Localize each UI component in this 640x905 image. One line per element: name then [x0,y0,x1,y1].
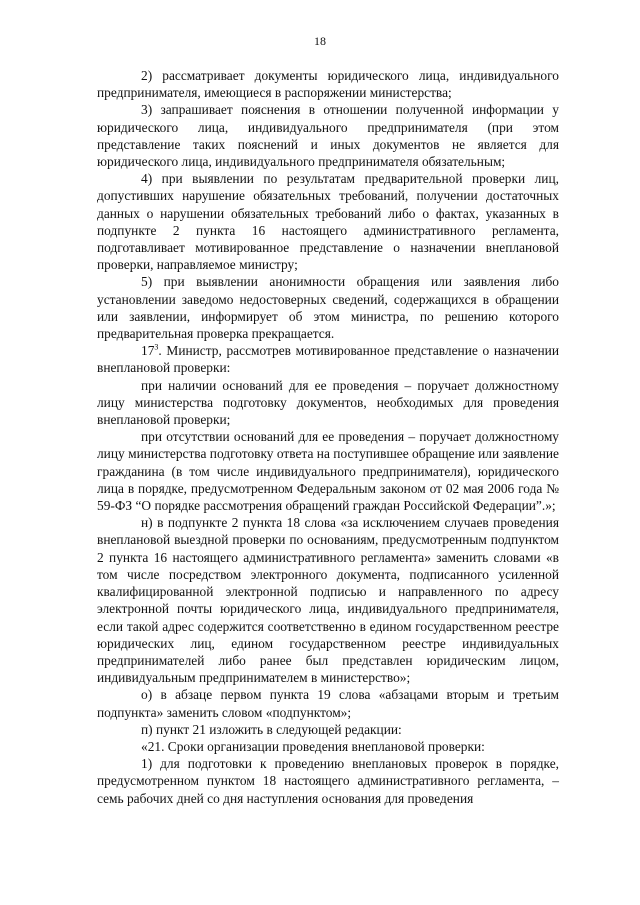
paragraph-item-o: о) в абзаце первом пункта 19 слова «абзацами вторым и третьим подпункта» заменить словом «подпунктом»; [97,687,559,720]
paragraph-item-21-1: 1) для подготовки к проведению внеплановых проверок в порядке, предусмотренном пунктом 18 настоящего административного регламента, – семь рабочих дней со дня наступления основания для проведения [97,756,559,806]
paragraph-item-3: 3) запрашивает пояснения в отношении полученной информации у юридического лица, индивидуального предпринимателя (при этом представление таких пояснений и иных документов не является для юридического лица, индивидуального предпринимателя обязательным; [97,102,559,170]
document-body [97,67,559,807]
paragraph-item-n: н) в подпункте 2 пункта 18 слова «за исключением случаев проведения внеплановой выездной проверки по основаниям, предусмотренным подпунктом 2 пункта 16 настоящего административного регламента» заменить словами «в том числе посредством электронного документа, подписанного усиленной квалифицированной электронной подписью и направленного по адресу электронной почты юридического лица, индивидуального предпринимателя, если такой адрес содержится соответственно в едином государственном реестре юридических лиц, едином государственном реестре индивидуальных предпринимателей либо ранее был представлен юридическим лицом, индивидуальным предпринимателем в министерство»; [97,515,559,686]
paragraph-grounds-absent: при отсутствии оснований для ее проведения – поручает должностному лицу министерства подготовку ответа на поступившее обращение или заявление гражданина (в том числе индивидуального предпринимателя), юридического лица в порядке, предусмотренном Федеральным законом от 02 мая 2006 года № 59-ФЗ “О порядке рассмотрения обращений граждан Российской Федерации”.»; [97,429,559,514]
paragraph-item-5: 5) при выявлении анонимности обращения или заявления либо установлении заведомо недостоверных сведений, содержащихся в обращении или заявлении, информирует об этом министра, по решению которого предварительная проверка прекращается. [97,274,559,342]
item-17-superscript: 3 [154,342,159,352]
item-17-number: 17 [141,343,155,359]
paragraph-grounds-present: при наличии оснований для ее проведения – поручает должностному лицу министерства подготовку документов, необходимых для проведения внеплановой проверки; [97,377,559,428]
page-number: 18 [314,34,326,48]
paragraph-item-4: 4) при выявлении по результатам предварительной проверки лиц, допустивших нарушение обязательных требований, получении достаточных данных о нарушении обязательных требований либо о фактах, указанных в подпункте 2 пункта 16 настоящего административного регламента, подготавливает мотивированное представление о назначении внеплановой проверки, направляемое министру; [97,171,559,273]
item-17-text: . Министр, рассмотрев мотивированное представление о назначении внеплановой проверки: [97,343,559,376]
paragraph-item-p: п) пункт 21 изложить в следующей редакции: [141,721,402,737]
paragraph-item-17-3 [97,342,559,376]
paragraph-item-2: 2) рассматривает документы юридического лица, индивидуального предпринимателя, имеющиеся в распоряжении министерства; [97,68,559,101]
paragraph-item-21-heading: «21. Сроки организации проведения внеплановой проверки: [141,738,485,754]
